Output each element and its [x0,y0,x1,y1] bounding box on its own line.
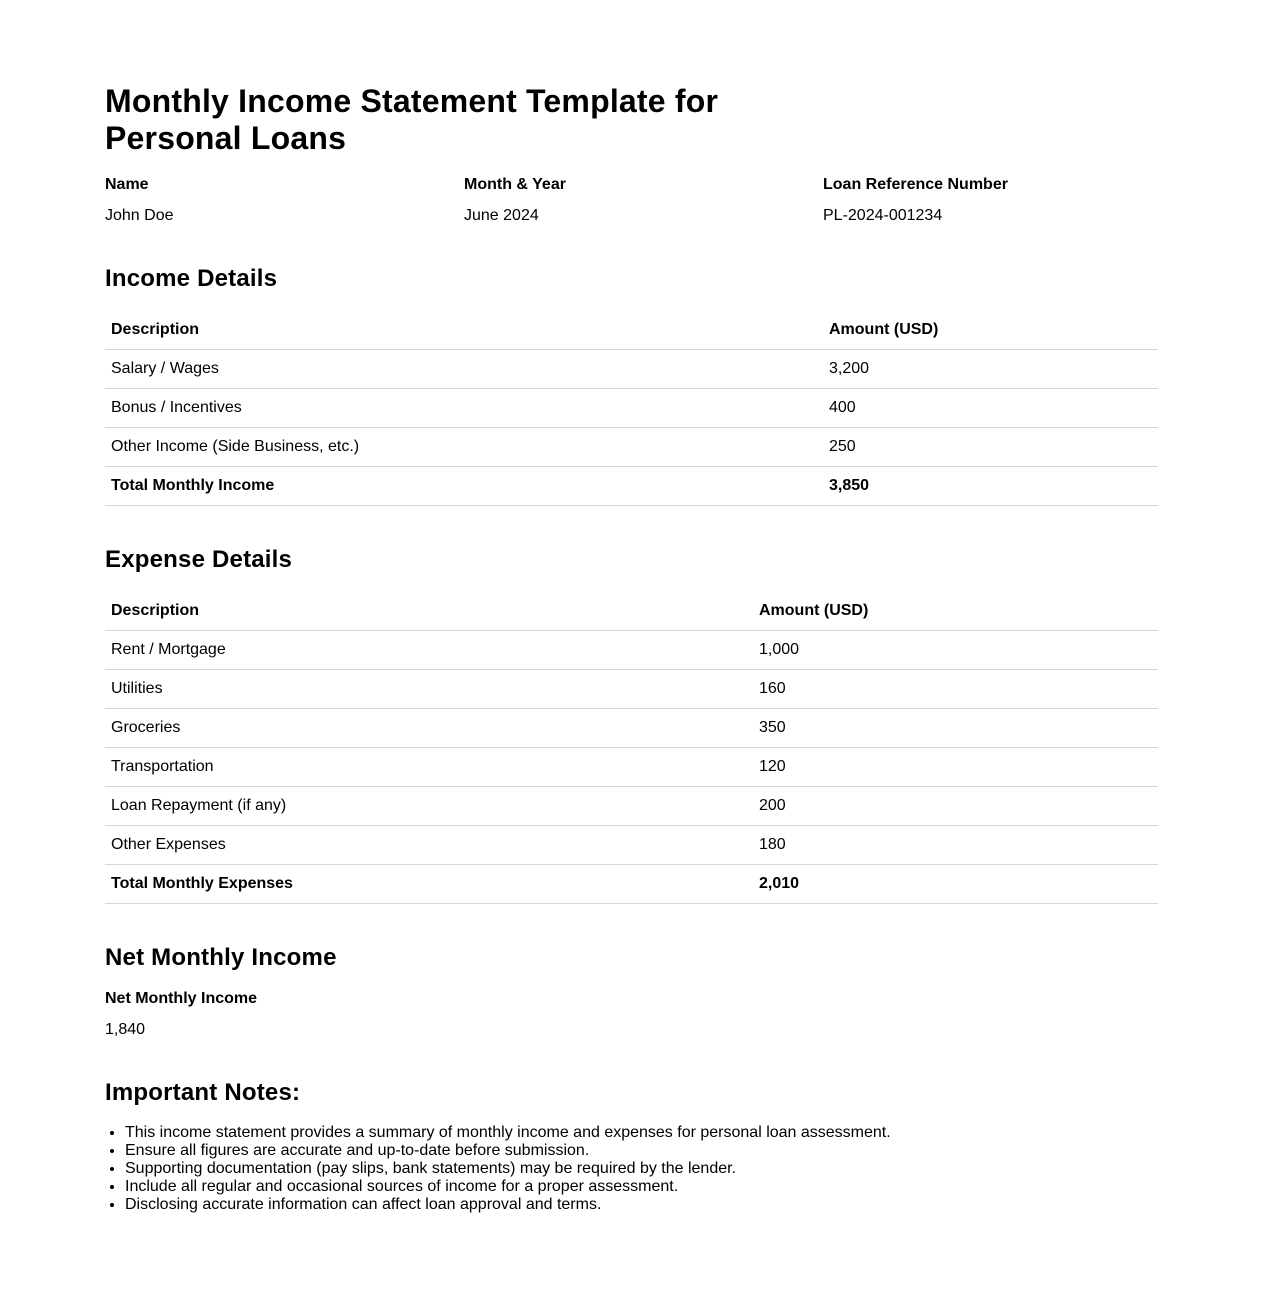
row-amount: 180 [753,826,1158,865]
row-description: Salary / Wages [105,350,823,389]
name-label: Name [105,176,149,193]
table-row [105,670,1158,709]
description-column-header: Description [105,311,823,350]
row-description: Other Expenses [105,826,753,865]
applicant-info [105,175,1158,231]
expense-details-heading: Expense Details [105,546,293,573]
total-income-value: 3,850 [823,467,1158,506]
row-description: Other Income (Side Business, etc.) [105,428,823,467]
total-income-label: Total Monthly Income [105,467,823,506]
loan-reference-value: PL-2024-001234 [823,207,943,224]
total-expenses-label: Total Monthly Expenses [105,865,753,904]
amount-column-header: Amount (USD) [823,311,1158,350]
income-table [105,311,1158,506]
row-amount: 350 [753,709,1158,748]
table-row [105,350,1158,389]
row-description: Rent / Mortgage [105,631,753,670]
row-amount: 400 [823,389,1158,428]
row-description: Transportation [105,748,753,787]
row-amount: 120 [753,748,1158,787]
total-row [105,865,1158,904]
table-row [105,389,1158,428]
row-amount: 1,000 [753,631,1158,670]
income-details-heading: Income Details [105,265,278,292]
row-description: Utilities [105,670,753,709]
list-item: • Supporting documentation (pay slips, bank statements) may be required by the lender. [125,1160,1178,1178]
table-row [105,748,1158,787]
table-header-row [105,311,1158,350]
amount-column-header: Amount (USD) [753,592,1158,631]
table-row [105,826,1158,865]
table-row [105,787,1158,826]
net-income-label: Net Monthly Income [105,990,258,1007]
table-row [105,709,1158,748]
loan-reference-label: Loan Reference Number [823,176,1008,193]
list-item: • Disclosing accurate information can affect loan approval and terms. [125,1196,1178,1214]
table-row [105,631,1158,670]
month-year-label: Month & Year [464,176,566,193]
net-income-heading: Net Monthly Income [105,944,337,971]
row-description: Groceries [105,709,753,748]
name-value: John Doe [105,207,174,224]
total-row [105,467,1158,506]
net-income-value: 1,840 [105,1021,146,1038]
row-description: Loan Repayment (if any) [105,787,753,826]
page-title: Monthly Income Statement Template for Personal Loans [105,83,719,156]
name-field [105,175,445,225]
table-header-row [105,592,1158,631]
list-item: • This income statement provides a summary of monthly income and expenses for personal loan assessment. [125,1124,1178,1142]
month-year-field [464,175,804,225]
row-amount: 250 [823,428,1158,467]
notes-list [105,1124,1178,1214]
month-year-value: June 2024 [464,207,539,224]
row-amount: 3,200 [823,350,1158,389]
loan-reference-field [823,175,1163,225]
row-description: Bonus / Incentives [105,389,823,428]
expense-table [105,592,1158,904]
list-item: • Include all regular and occasional sources of income for a proper assessment. [125,1178,1178,1196]
important-notes-heading: Important Notes: [105,1079,301,1106]
row-amount: 160 [753,670,1158,709]
table-row [105,428,1158,467]
row-amount: 200 [753,787,1158,826]
list-item: • Ensure all figures are accurate and up-to-date before submission. [125,1142,1178,1160]
total-expenses-value: 2,010 [753,865,1158,904]
description-column-header: Description [105,592,753,631]
